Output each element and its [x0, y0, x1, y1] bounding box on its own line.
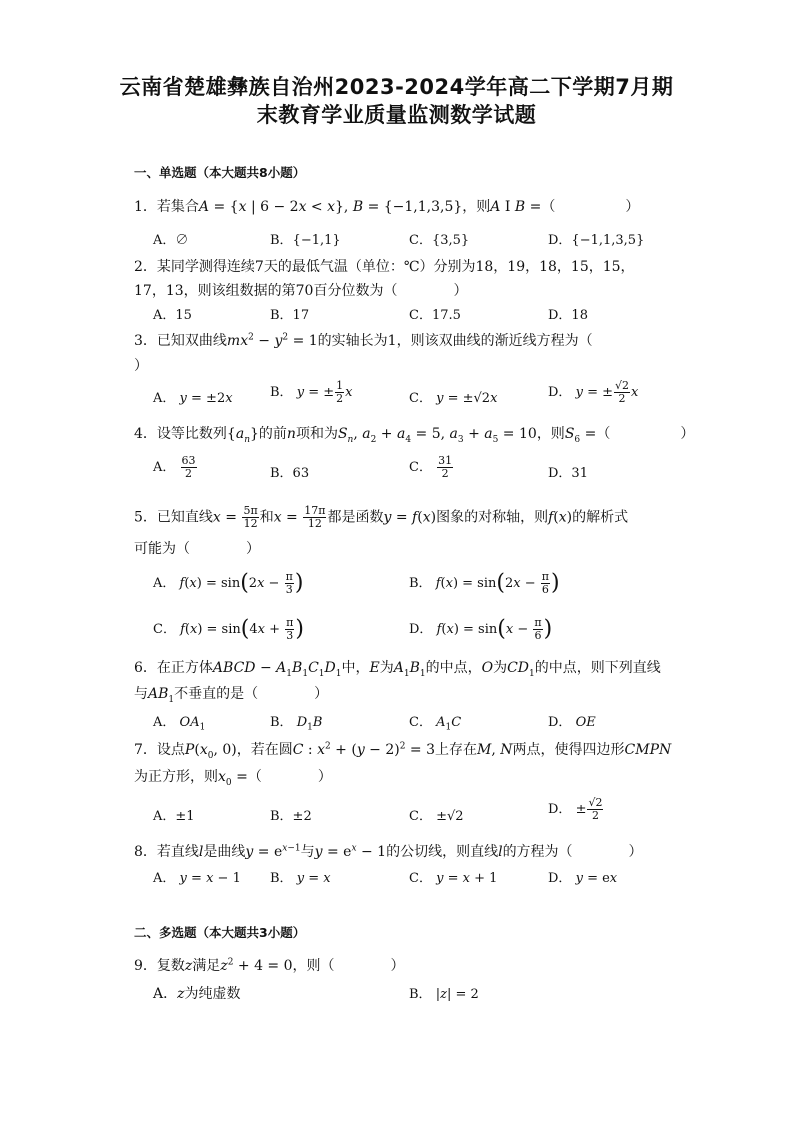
question-7-option-b: B．±2 — [270, 809, 312, 824]
question-4-option-b: B．63 — [270, 466, 310, 481]
question-5-option-d: D． f(x) = sin(x − $\frac{\pi}{6}$ ) — [409, 616, 553, 642]
question-1: 1．若集合A = {x | 6 − 2x < x}, B = {−1,1,3,5}，则A I B =（ ） — [134, 199, 640, 215]
question-6-option-d: D． OE — [548, 715, 596, 730]
question-7-option-a: A．±1 — [153, 809, 195, 824]
question-2-option-c: C．17.5 — [409, 308, 461, 323]
question-4-option-c: C． $\frac{31}{2}$ — [409, 454, 453, 480]
question-7-line2: 为正方形，则$x_0$ =（ ） — [134, 769, 332, 788]
question-3-option-b: B． y = ± $\frac{1}{2}$ x — [270, 379, 353, 405]
document-title-line1: 云南省楚雄彝族自治州2023-2024学年高二下学期7月期 — [119, 75, 674, 99]
question-3-line2: ） — [134, 358, 148, 374]
question-7-option-c: C． ±√2 — [409, 809, 464, 824]
question-2-option-a: A．15 — [153, 308, 192, 323]
question-5-option-c: C． f(x) = sin(4x + $\frac{\pi}{3}$ ) — [153, 616, 304, 642]
question-4: 4．设等比数列$\{a_n\}$的前n项和为$S_n$, $a_2 + a_4 = 5$, $a_3 + a_5 = 10$，则$S_6$ =（ ） — [134, 426, 695, 445]
section-heading-single-choice: 一、单选题（本大题共8小题） — [134, 165, 306, 180]
question-7-line1: 7．设点$P(x_0$, 0)，若在圆C : $x^2 + (y - 2)^2 = 3$上存在M, N两点，使得四边形CMPN — [134, 741, 672, 761]
document-title-line2: 末教育学业质量监测数学试题 — [256, 103, 537, 127]
question-8: 8．若直线l是曲线$y = e^{x-1}$与$y = e^x - 1$的公切线，则直线l的方程为（ ） — [134, 843, 643, 860]
question-3-option-d: D． y = ± $\frac{√2}{2}$ x — [548, 379, 639, 405]
question-3-line1: 3．已知双曲线$mx^2 - y^2 = 1$的实轴长为1，则该双曲线的渐近线方程为（ — [134, 332, 593, 349]
question-5-option-a: A． f(x) = sin(2x − $\frac{\pi}{3}$ ) — [153, 570, 304, 596]
question-9-option-a: A．z为纯虚数 — [153, 986, 241, 1002]
question-8-option-c: C． y = x + 1 — [409, 871, 498, 886]
question-7-option-d: D． ± $\frac{√2}{2}$ — [548, 796, 603, 822]
question-1-option-a: A．∅ — [153, 233, 189, 248]
question-6-line1: 6．在正方体ABCD − $A_1B_1C_1D_1$中，E为$A_1B_1$的中点，O为$CD_1$的中点，则下列直线 — [134, 660, 661, 679]
question-8-option-a: A． y = x − 1 — [153, 871, 241, 886]
question-2-option-d: D．18 — [548, 308, 588, 323]
question-5-line1: 5．已知直线x = $\frac{5\pi}{12}$ 和x = $\frac{17\pi}{12}$ 都是函数y = f(x)图象的对称轴，则f(x)的解析式 — [134, 504, 629, 530]
section-heading-multiple-choice: 二、多选题（本大题共3小题） — [134, 925, 306, 940]
question-5-option-b: B． f(x) = sin(2x − $\frac{\pi}{6}$ ) — [409, 570, 560, 596]
question-6-option-a: A． $OA_1$ — [153, 715, 206, 733]
question-9-option-b: B． |z| = 2 — [409, 987, 479, 1002]
question-8-option-d: D． y = ex — [548, 871, 618, 886]
question-1-option-d: D．{−1,1,3,5} — [548, 233, 645, 248]
question-2-line1: 2．某同学测得连续7天的最低气温（单位：℃）分别为18，19，18，15，15， — [134, 259, 635, 275]
question-2-line2: 17，13，则该组数据的第70百分位数为（ ） — [134, 283, 468, 299]
question-4-option-d: D．31 — [548, 466, 588, 481]
question-6-option-c: C． $A_1C$ — [409, 715, 462, 733]
question-3-option-a: A． y = ±2x — [153, 391, 233, 406]
question-1-option-c: C．{3,5} — [409, 233, 470, 248]
question-6-option-b: B． $D_1B$ — [270, 715, 323, 733]
question-5-line2: 可能为（ ） — [134, 541, 260, 557]
question-6-line2: 与$AB_1$不垂直的是（ ） — [134, 686, 329, 705]
question-8-option-b: B． y = x — [270, 871, 331, 886]
question-4-option-a: A． $\frac{63}{2}$ — [153, 454, 196, 480]
question-9: 9．复数z满足$z^2 + 4 = 0$，则（ ） — [134, 957, 405, 974]
question-1-option-b: B．{−1,1} — [270, 233, 341, 248]
question-3-option-c: C． y = ±√2x — [409, 391, 498, 406]
question-2-option-b: B．17 — [270, 308, 310, 323]
